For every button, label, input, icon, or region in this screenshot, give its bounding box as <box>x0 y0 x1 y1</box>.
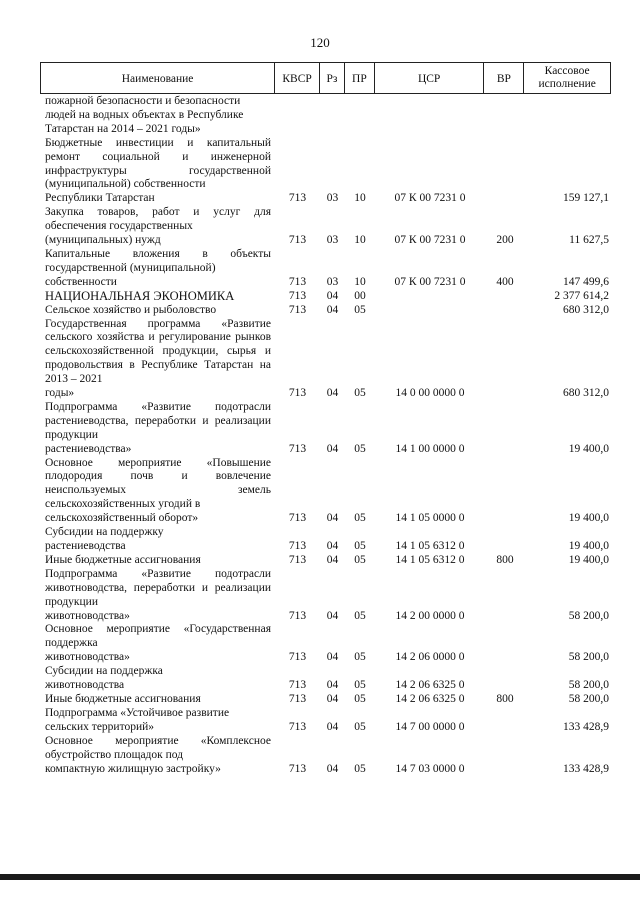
cell-kas: 133 428,9 <box>563 720 609 733</box>
cell-rz: 04 <box>326 692 339 705</box>
header-rz: Рз <box>320 63 345 93</box>
header-kassovoe <box>524 63 610 93</box>
header-csr: ЦСР <box>375 63 485 93</box>
cell-csr: 14 1 05 6312 0 <box>395 540 465 552</box>
cell-name: Иные бюджетные ассигнования <box>45 553 201 566</box>
table-row <box>40 707 611 735</box>
cell-kas: 19 400,0 <box>568 553 609 566</box>
cell-name: Субсидии на поддержка животноводства <box>45 665 163 692</box>
cell-csr: 07 К 00 7231 0 <box>394 192 466 205</box>
header-vr: ВР <box>484 63 524 93</box>
cell-rz: 04 <box>326 679 339 692</box>
cell-kvsr: 713 <box>288 234 307 247</box>
cell-pr: 05 <box>354 442 366 455</box>
cell-pr: 10 <box>354 275 366 288</box>
table-row <box>40 206 611 248</box>
cell-pr: 05 <box>354 679 366 692</box>
cell-rz: 04 <box>326 387 339 400</box>
cell-csr: 14 0 00 0000 0 <box>395 387 465 400</box>
cell-pr: 10 <box>354 192 366 205</box>
table-row <box>40 735 611 777</box>
table-row <box>40 623 611 665</box>
cell-csr: 14 2 06 6325 0 <box>395 692 465 705</box>
cell-name: Подпрограмма «Устойчивое развитие сельских территорий» <box>45 706 230 733</box>
cell-kas: 58 200,0 <box>568 692 609 705</box>
header-kas-line1: Кассовое <box>544 65 590 77</box>
cell-kvsr: 713 <box>288 275 307 288</box>
cell-name: Закупка товаров, работ и услуг для обеспечения государственных (муниципальных) нужд <box>45 206 271 247</box>
cell-rz: 04 <box>326 553 339 566</box>
cell-csr: 14 7 03 0000 0 <box>395 762 465 775</box>
cell-pr: 05 <box>354 512 366 525</box>
table-row <box>40 304 611 318</box>
cell-vr: 800 <box>496 553 514 566</box>
header-pr: ПР <box>345 63 375 93</box>
cell-csr: 07 К 00 7231 0 <box>394 234 466 247</box>
cell-rz: 04 <box>326 512 339 525</box>
cell-kvsr: 713 <box>288 192 307 205</box>
cell-vr: 800 <box>496 692 514 705</box>
cell-rz: 03 <box>326 234 339 247</box>
cell-name: Подпрограмма «Развитие подотрасли животноводства, переработки и реализации продукции животноводства» <box>45 567 271 622</box>
cell-rz: 04 <box>326 540 339 552</box>
cell-rz: 03 <box>326 192 339 205</box>
table-body <box>40 95 611 776</box>
cell-name: Основное мероприятие «Повышение плодородия почв и вовлечение неиспользуемых земель сельскохозяйственных угодий в сельскохозяйственный оборот» <box>45 456 271 525</box>
cell-vr: 400 <box>496 275 514 288</box>
cell-kas: 19 400,0 <box>568 442 609 455</box>
cell-kas: 159 127,1 <box>563 192 609 205</box>
table-row <box>40 248 611 290</box>
cell-rz: 03 <box>326 275 339 288</box>
table-row <box>40 665 611 693</box>
cell-csr: 14 2 06 0000 0 <box>395 651 465 664</box>
cell-kas: 19 400,0 <box>568 512 609 525</box>
cell-name: Сельское хозяйство и рыболовство <box>45 303 217 316</box>
cell-kvsr: 713 <box>288 540 307 552</box>
cell-name: Субсидии на поддержку растениеводства <box>45 526 164 552</box>
cell-rz: 04 <box>326 651 339 664</box>
cell-kas: 2 377 614,2 <box>554 289 609 302</box>
cell-name: НАЦИОНАЛЬНАЯ ЭКОНОМИКА <box>45 288 235 303</box>
cell-kvsr: 713 <box>288 442 307 455</box>
cell-name: Государственная программа «Развитие сельского хозяйства и регулирование рынков сельскохозяйственной продукции, сырья и продовольствия в Республике Татарстан на 2013 – 2021 годы» <box>45 317 271 400</box>
cell-csr: 07 К 00 7231 0 <box>394 275 466 288</box>
cell-kvsr: 713 <box>288 651 307 664</box>
table-row <box>40 693 611 707</box>
header-name: Наименование <box>41 63 275 93</box>
cell-csr: 14 7 00 0000 0 <box>395 720 465 733</box>
cell-rz: 04 <box>326 442 339 455</box>
cell-csr: 14 1 05 6312 0 <box>395 553 465 566</box>
page-number: 120 <box>310 35 330 50</box>
cell-csr: 14 2 00 0000 0 <box>395 609 465 622</box>
cell-rz: 04 <box>326 720 339 733</box>
header-kas-line2: исполнение <box>538 78 596 90</box>
cell-name: Основное мероприятие «Государственная поддержка животноводства» <box>45 623 271 664</box>
cell-name: пожарной безопасности и безопасности людей на водных объектах в Республике Татарстан на 2014 – 2021 годы» <box>45 95 244 135</box>
cell-pr: 05 <box>354 651 366 664</box>
cell-rz: 04 <box>326 303 339 316</box>
header-kvsr: КВСР <box>275 63 320 93</box>
cell-kas: 19 400,0 <box>568 540 609 552</box>
table-row <box>40 554 611 568</box>
table-row <box>40 401 611 457</box>
table-row <box>40 137 611 207</box>
cell-pr: 05 <box>354 762 366 775</box>
cell-rz: 04 <box>326 609 339 622</box>
cell-kvsr: 713 <box>288 553 307 566</box>
cell-kvsr: 713 <box>288 762 307 775</box>
cell-kvsr: 713 <box>288 387 307 400</box>
cell-csr: 14 1 00 0000 0 <box>395 442 465 455</box>
cell-pr: 05 <box>354 387 366 400</box>
cell-pr: 05 <box>354 303 366 316</box>
cell-name: Иные бюджетные ассигнования <box>45 692 201 705</box>
table-header <box>40 62 611 94</box>
cell-pr: 05 <box>354 609 366 622</box>
cell-kvsr: 713 <box>288 289 307 302</box>
cell-kas: 58 200,0 <box>568 651 609 664</box>
table-row <box>40 290 611 304</box>
cell-vr: 200 <box>496 234 514 247</box>
table-row <box>40 318 611 401</box>
cell-kvsr: 713 <box>288 720 307 733</box>
cell-csr: 14 1 05 0000 0 <box>395 512 465 525</box>
cell-pr: 05 <box>354 692 366 705</box>
cell-kvsr: 713 <box>288 692 307 705</box>
cell-kas: 11 627,5 <box>569 234 609 247</box>
table-row <box>40 95 611 137</box>
cell-kas: 58 200,0 <box>568 679 609 692</box>
cell-name: Основное мероприятие «Комплексное обустройство площадок под компактную жилищную застройку» <box>45 734 271 775</box>
cell-kas: 133 428,9 <box>563 762 609 775</box>
cell-kas: 680 312,0 <box>563 387 609 400</box>
cell-pr: 05 <box>354 553 366 566</box>
cell-rz: 04 <box>326 289 339 302</box>
cell-kas: 147 499,6 <box>563 275 609 288</box>
cell-kvsr: 713 <box>288 512 307 525</box>
cell-pr: 05 <box>354 540 366 552</box>
cell-csr: 14 2 06 6325 0 <box>395 679 465 692</box>
cell-pr: 10 <box>354 234 366 247</box>
cell-rz: 04 <box>326 762 339 775</box>
cell-name: Подпрограмма «Развитие подотрасли растениеводства, переработки и реализации продукции растениеводства» <box>45 400 271 455</box>
cell-pr: 00 <box>354 289 366 302</box>
table-row <box>40 457 611 527</box>
cell-kvsr: 713 <box>288 609 307 622</box>
table-row <box>40 526 611 554</box>
cell-name: Бюджетные инвестиции и капитальный ремонт социальной и инженерной инфраструктуры государственной (муниципальной) собственности Республики Татарстан <box>45 136 271 205</box>
table-row <box>40 568 611 624</box>
scan-edge-bar <box>0 874 640 880</box>
cell-kas: 58 200,0 <box>568 609 609 622</box>
cell-kvsr: 713 <box>288 679 307 692</box>
cell-kvsr: 713 <box>288 303 307 316</box>
cell-name: Капитальные вложения в объекты государственной (муниципальной) собственности <box>45 247 271 288</box>
cell-pr: 05 <box>354 720 366 733</box>
cell-kas: 680 312,0 <box>563 303 609 316</box>
